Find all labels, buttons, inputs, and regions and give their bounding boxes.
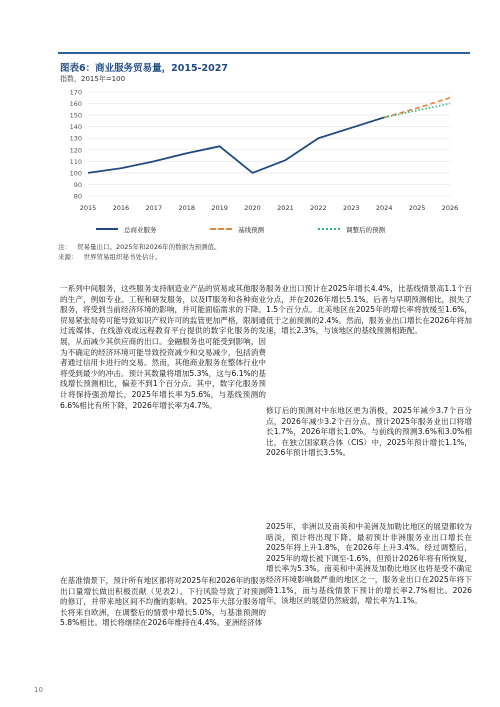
legend-item-adjusted	[318, 223, 385, 235]
paragraph: 一系列中间服务，这些服务支持制造业产品的贸易或其他服务的生产，例如专业、工程和研发服务，以及IT服务和各种商业服务，将受到当前经济环境的影响，并可能面临需求的下降。贸易紧张局势可能导致知识产权许可的监管更加严格，限制通过流媒体、在线游戏或远程教育平台提供的数字化服务的发展，从而减少其供应商的出口。金融服务也可能受到影响，因为不确定的经济环境可能导致投资减少和交易减少，包括消费者通过信用卡进行的交易。然而，其他商业服务在整体行业中将受到最少的冲击。预计其数量将增加5.3%，这与6.1%的基线增长预测相比，偏差不到1个百分点。其中，数字化服务预计将保持强劲增长，2025年增长率为5.6%，与基线预测的6.6%相比有所下降，2026年增长率为4.7%。	[60, 284, 266, 410]
legend-item-total	[96, 223, 157, 235]
source-row	[58, 252, 221, 262]
note-label: 注：	[58, 243, 71, 251]
x-tick-label: 2020	[244, 204, 261, 212]
figure-subtitle: 指数，2015年=100	[60, 75, 126, 83]
x-tick-label: 2015	[79, 204, 97, 212]
left-paragraph-2	[60, 576, 266, 629]
source-label: 来源：	[58, 253, 78, 261]
right-paragraph-1	[266, 284, 472, 337]
y-tick-label: 90	[73, 180, 82, 189]
y-tick-label: 160	[69, 100, 82, 109]
x-tick-label: 2025	[408, 204, 426, 212]
y-tick-label: 80	[73, 192, 82, 201]
y-tick-label: 110	[69, 157, 82, 166]
paragraph: 服务业出口预计在2025年增长4.4%，比基线情景高1.1个百分点，并在2026年增长5.1%。后者与早期预测相比，损失了1.5个百分点。北美地区在2025年的增长率将放缓至1.6%，低于之前预测的2.4%。然而，服务业出口增长在2026年将加速，增长2.3%，与该地区的基线预测相距配。	[266, 284, 472, 336]
legend-label-adjusted: 调整后的预测	[346, 225, 385, 234]
legend-swatch-total	[96, 228, 118, 230]
y-tick-label: 150	[69, 111, 82, 120]
x-tick-label: 2019	[211, 204, 228, 212]
y-tick-label: 140	[69, 123, 82, 132]
source-text: 世界贸易组织秘书处估计。	[83, 253, 162, 261]
x-tick-label: 2021	[277, 204, 294, 212]
right-paragraph-2	[266, 406, 472, 459]
trade-volume-chart	[58, 84, 470, 242]
legend-item-baseline	[210, 223, 264, 235]
left-paragraph-1	[60, 284, 266, 411]
x-tick-label: 2024	[375, 204, 393, 212]
x-tick-label: 2026	[441, 204, 459, 212]
y-tick-label: 100	[69, 169, 82, 178]
note-text: 贸易量出口。2025年和2026年的数据为预测值。	[77, 243, 221, 251]
legend-label-baseline: 基线预测	[238, 225, 264, 234]
x-tick-label: 2016	[112, 204, 130, 212]
right-paragraph-3	[266, 522, 472, 607]
figure-title: 图表6：商业服务贸易量，2015-2027	[60, 63, 228, 74]
legend-swatch-adjusted	[318, 228, 340, 230]
x-tick-label: 2023	[342, 204, 360, 212]
legend-swatch-baseline	[210, 228, 232, 230]
x-tick-label: 2017	[145, 204, 163, 212]
note-row	[58, 242, 221, 252]
y-tick-label: 170	[69, 88, 82, 97]
x-tick-label: 2018	[178, 204, 196, 212]
x-tick-label: 2022	[310, 204, 327, 212]
y-tick-label: 130	[69, 134, 82, 143]
page-number: 10	[34, 686, 43, 694]
y-tick-label: 120	[69, 146, 82, 155]
paragraph: 2025年，非洲以及南美和中美洲及加勒比地区的展望都较为暗淡，预计将出现下降。最初预计非洲服务业出口增长在2025年将上升1.8%，在2026年上升3.4%。经过调整后，2025年的增长被下调至-1.6%，但预计2026年将有所恢复，增长率为5.3%。南美和中美洲及加勒比地区也将是受不确定经济环境影响最严重的地区之一，服务业出口在2025年将下降1.1%，而与基线情景下预计的增长率2.7%相比。2026年，该地区的展望仍然疲弱，增长率为1.1%。	[266, 522, 472, 606]
paragraph: 修订后的预测对中东地区更为消极，2025年减少3.7个百分点，2026年减少3.2个百分点。预计2025年服务业出口将增长1.7%，2026年增长1.0%。与前线的预测3.6%和3.0%相比，在独立国家联合体（CIS）中，2025年预计增长1.1%，2026年预计增长3.5%。	[266, 406, 472, 458]
figure-top-rule	[58, 52, 470, 54]
figure-notes	[58, 242, 221, 262]
paragraph: 在基准情景下，预计所有地区都将对2025年和2026年的服务出口量增长做出积极贡献（见表2）。下行风险导致了对预测的修订，并带来地区间不均衡的影响。2025年大部分服务增长将来自欧洲，在调整后的情景中增长5.0%，与基准预测的5.8%相比。增长将继续在2026年维持在4.4%。亚洲经济体	[60, 576, 266, 628]
series-line-1	[88, 117, 384, 172]
series-line-2	[384, 98, 450, 118]
legend-label-total: 总商业服务	[124, 225, 157, 234]
